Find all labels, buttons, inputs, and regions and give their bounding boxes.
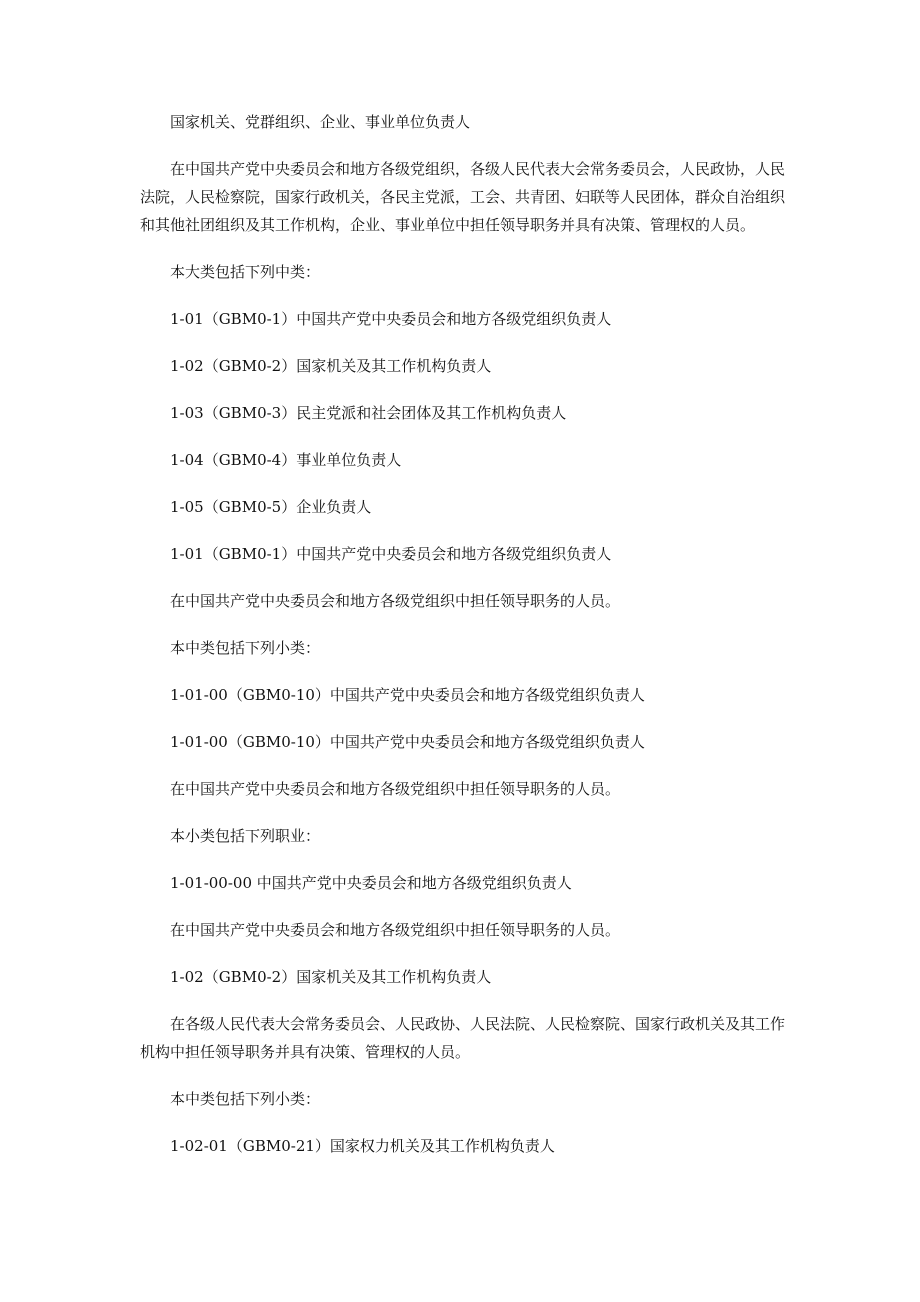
section-description: 在各级人民代表大会常务委员会、人民政协、人民法院、人民检察院、国家行政机关及其工作机构中担任领导职务并具有决策、管理权的人员。 [140,1015,786,1061]
minor-category-heading: 1-01-00（GBM0-10）中国共产党中央委员会和地方各级党组织负责人 [170,733,645,751]
minor-category-description: 在中国共产党中央委员会和地方各级党组织中担任领导职务的人员。 [170,780,621,798]
category-title: 国家机关、党群组织、企业、事业单位负责人 [170,113,471,131]
section-heading: 1-01（GBM0-1）中国共产党中央委员会和地方各级党组织负责人 [170,545,612,563]
subcategory-item: 1-03（GBM0-3）民主党派和社会团体及其工作机构负责人 [170,404,567,422]
section-description: 在中国共产党中央委员会和地方各级党组织中担任领导职务的人员。 [170,592,621,610]
document-body [140,108,790,1179]
subcategory-item: 1-04（GBM0-4）事业单位负责人 [170,451,402,469]
section-heading: 1-02（GBM0-2）国家机关及其工作机构负责人 [170,968,492,986]
minor-category-intro: 本中类包括下列小类： [170,639,321,657]
minor-category-item: 1-01-00（GBM0-10）中国共产党中央委员会和地方各级党组织负责人 [170,686,645,704]
subcategory-item: 1-01（GBM0-1）中国共产党中央委员会和地方各级党组织负责人 [170,310,612,328]
subcategory-item: 1-05（GBM0-5）企业负责人 [170,498,372,516]
occupation-intro: 本小类包括下列职业： [170,827,321,845]
category-description: 在中国共产党中央委员会和地方各级党组织，各级人民代表大会常务委员会，人民政协，人民法院，人民检察院，国家行政机关，各民主党派，工会、共青团、妇联等人民团体，群众自治组织和其他社团组织及其工作机构，企业、事业单位中担任领导职务并具有决策、管理权的人员。 [140,160,786,234]
occupation-description: 在中国共产党中央委员会和地方各级党组织中担任领导职务的人员。 [170,921,621,939]
occupation-item: 1-01-00-00 中国共产党中央委员会和地方各级党组织负责人 [170,874,572,892]
minor-category-intro: 本中类包括下列小类： [170,1090,321,1108]
subcategory-item: 1-02（GBM0-2）国家机关及其工作机构负责人 [170,357,492,375]
subcategory-intro: 本大类包括下列中类： [170,263,321,281]
minor-category-item: 1-02-01（GBM0-21）国家权力机关及其工作机构负责人 [170,1137,555,1155]
